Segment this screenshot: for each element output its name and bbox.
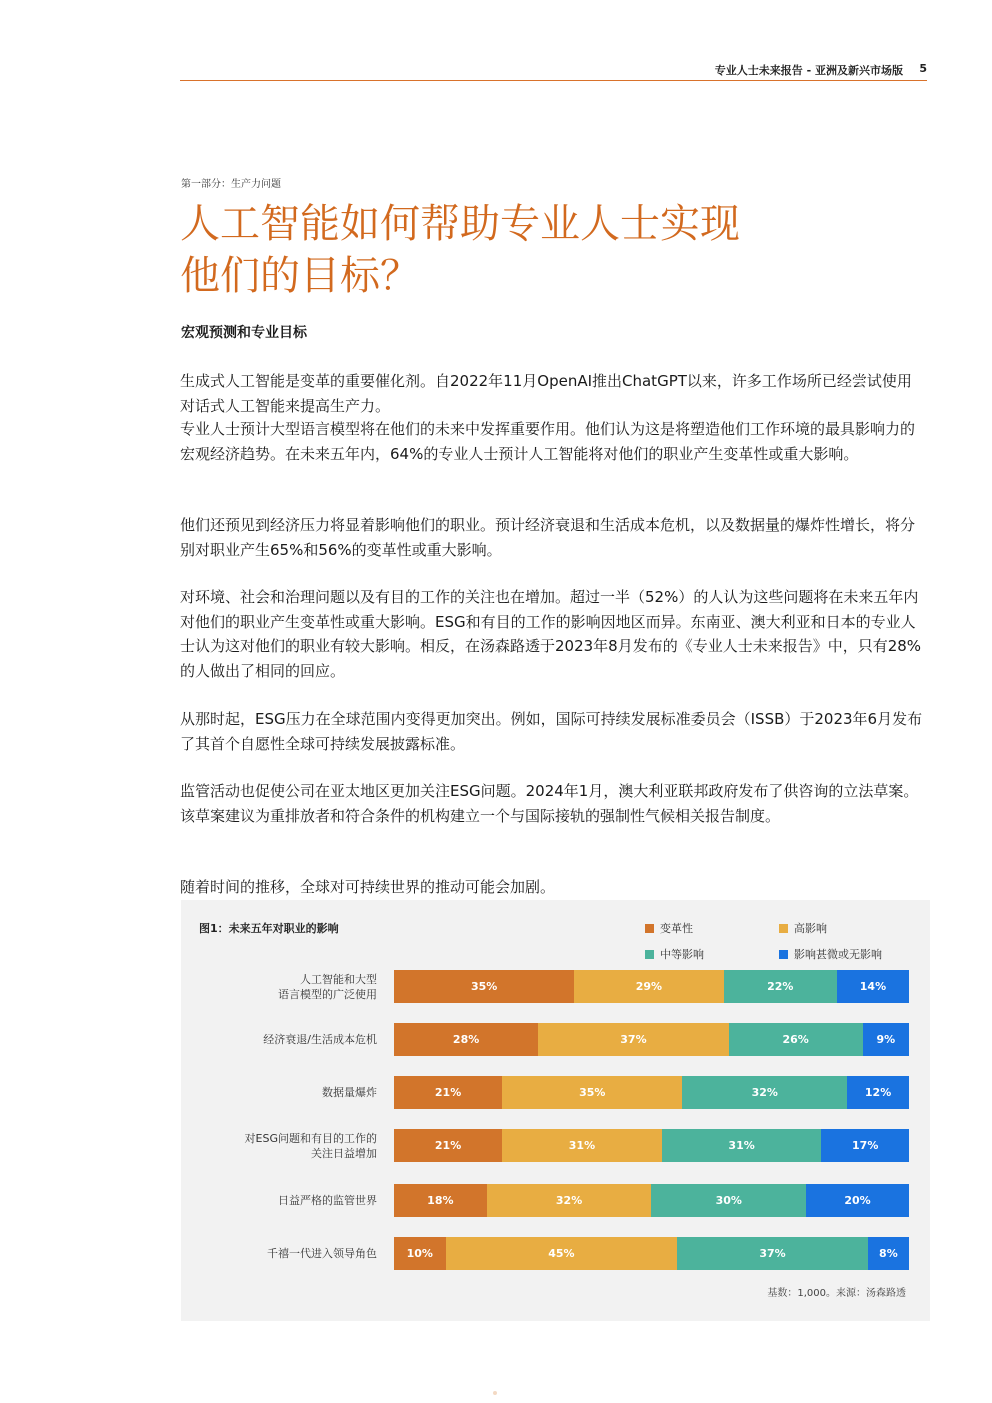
legend-item bbox=[645, 920, 693, 936]
row-label bbox=[221, 1193, 377, 1208]
row-label bbox=[221, 1131, 377, 1161]
paragraph: 从那时起，ESG压力在全球范围内变得更加突出。例如，国际可持续发展标准委员会（ISSB）于2023年6月发布了其首个自愿性全球可持续发展披露标准。 bbox=[180, 710, 923, 753]
paragraph: 生成式人工智能是变革的重要催化剂。自2022年11月OpenAI推出ChatGPT以来，许多工作场所已经尝试使用对话式人工智能来提高生产力。 bbox=[180, 372, 912, 415]
row-label bbox=[221, 1246, 377, 1261]
paragraph: 对环境、社会和治理问题以及有目的工作的关注也在增加。超过一半（52%）的人认为这些问题将在未来五年内对他们的职业产生变革性或重大影响。ESG和有目的工作的影响因地区而异。东南亚、澳大利亚和日本的专业人士认为这对他们的职业有较大影响。相反，在汤森路透于2023年8月发布的《专业人士未来报告》中，只有28%的人做出了相同的回应。 bbox=[180, 588, 922, 680]
bar-segment: 32% bbox=[682, 1076, 847, 1109]
legend-swatch bbox=[779, 924, 788, 933]
row-label bbox=[221, 1085, 377, 1100]
bar-segment: 20% bbox=[806, 1184, 909, 1217]
report-title: 专业人士未来报告 - 亚洲及新兴市场版 bbox=[714, 64, 903, 77]
bar-segment: 22% bbox=[724, 970, 837, 1003]
bar-segment: 8% bbox=[868, 1237, 909, 1270]
legend-swatch bbox=[645, 924, 654, 933]
row-label-line: 数据量爆炸 bbox=[322, 1086, 377, 1099]
bar-segment: 37% bbox=[677, 1237, 868, 1270]
bar-segment: 28% bbox=[394, 1023, 538, 1056]
legend-label: 变革性 bbox=[660, 922, 693, 935]
stacked-bar bbox=[394, 1076, 909, 1109]
stacked-bar bbox=[394, 1184, 909, 1217]
stacked-bar bbox=[394, 1023, 909, 1056]
legend-swatch bbox=[779, 950, 788, 959]
bar-segment: 45% bbox=[446, 1237, 678, 1270]
legend-swatch bbox=[645, 950, 654, 959]
chart-title: 图1：未来五年对职业的影响 bbox=[199, 922, 339, 935]
legend-item bbox=[779, 920, 827, 936]
bar-segment: 31% bbox=[662, 1129, 822, 1162]
subheading: 宏观预测和专业目标 bbox=[181, 325, 307, 341]
bar-segment: 17% bbox=[821, 1129, 909, 1162]
legend-label: 影响甚微或无影响 bbox=[794, 948, 882, 961]
row-label-line: 千禧一代进入领导角色 bbox=[267, 1247, 377, 1260]
bar-segment: 37% bbox=[538, 1023, 729, 1056]
bar-segment: 12% bbox=[847, 1076, 909, 1109]
impact-chart bbox=[181, 900, 930, 1321]
bar-segment: 29% bbox=[574, 970, 723, 1003]
row-label-line: 日益严格的监管世界 bbox=[278, 1194, 377, 1207]
legend-label: 高影响 bbox=[794, 922, 827, 935]
row-label-line: 对ESG问题和有目的工作的 bbox=[244, 1131, 377, 1145]
legend-item bbox=[779, 946, 882, 962]
page-headline bbox=[180, 198, 880, 302]
page-header bbox=[180, 62, 927, 81]
bar-segment: 30% bbox=[651, 1184, 806, 1217]
row-label-line: 关注日益增加 bbox=[311, 1146, 377, 1160]
bar-segment: 21% bbox=[394, 1129, 502, 1162]
section-label: 第一部分：生产力问题 bbox=[181, 179, 281, 190]
headline-line-2: 他们的目标？ bbox=[180, 253, 420, 299]
bar-segment: 14% bbox=[837, 970, 909, 1003]
page-number: 5 bbox=[919, 62, 927, 75]
row-label bbox=[221, 1032, 377, 1047]
stacked-bar bbox=[394, 1129, 909, 1162]
paragraph: 监管活动也促使公司在亚太地区更加关注ESG问题。2024年1月，澳大利亚联邦政府发布了供咨询的立法草案。该草案建议为重排放者和符合条件的机构建立一个与国际接轨的强制性气候相关报告制度。 bbox=[180, 782, 919, 825]
bar-segment: 35% bbox=[394, 970, 574, 1003]
bar-segment: 9% bbox=[863, 1023, 909, 1056]
headline-line-1: 人工智能如何帮助专业人士实现 bbox=[180, 201, 740, 247]
bar-segment: 21% bbox=[394, 1076, 502, 1109]
paragraph: 随着时间的推移，全球对可持续世界的推动可能会加剧。 bbox=[180, 878, 556, 896]
row-label-line: 语言模型的广泛使用 bbox=[278, 987, 377, 1001]
bar-segment: 32% bbox=[487, 1184, 652, 1217]
decorative-dot bbox=[493, 1391, 497, 1395]
bar-segment: 26% bbox=[729, 1023, 863, 1056]
row-label-line: 经济衰退/生活成本危机 bbox=[263, 1033, 377, 1046]
bar-segment: 35% bbox=[502, 1076, 682, 1109]
stacked-bar bbox=[394, 970, 909, 1003]
row-label-line: 人工智能和大型 bbox=[300, 972, 377, 986]
chart-footnote: 基数：1,000。来源：汤森路透 bbox=[767, 1288, 906, 1299]
paragraph: 他们还预见到经济压力将显着影响他们的职业。预计经济衰退和生活成本危机，以及数据量的爆炸性增长，将分别对职业产生65%和56%的变革性或重大影响。 bbox=[180, 516, 916, 559]
bar-segment: 18% bbox=[394, 1184, 487, 1217]
stacked-bar bbox=[394, 1237, 909, 1270]
bar-segment: 31% bbox=[502, 1129, 662, 1162]
legend-item bbox=[645, 946, 704, 962]
bar-segment: 10% bbox=[394, 1237, 446, 1270]
legend-label: 中等影响 bbox=[660, 948, 704, 961]
row-label bbox=[221, 972, 377, 1002]
paragraph: 专业人士预计大型语言模型将在他们的未来中发挥重要作用。他们认为这是将塑造他们工作环境的最具影响力的宏观经济趋势。在未来五年内，64%的专业人士预计人工智能将对他们的职业产生变革性或重大影响。 bbox=[180, 420, 916, 463]
